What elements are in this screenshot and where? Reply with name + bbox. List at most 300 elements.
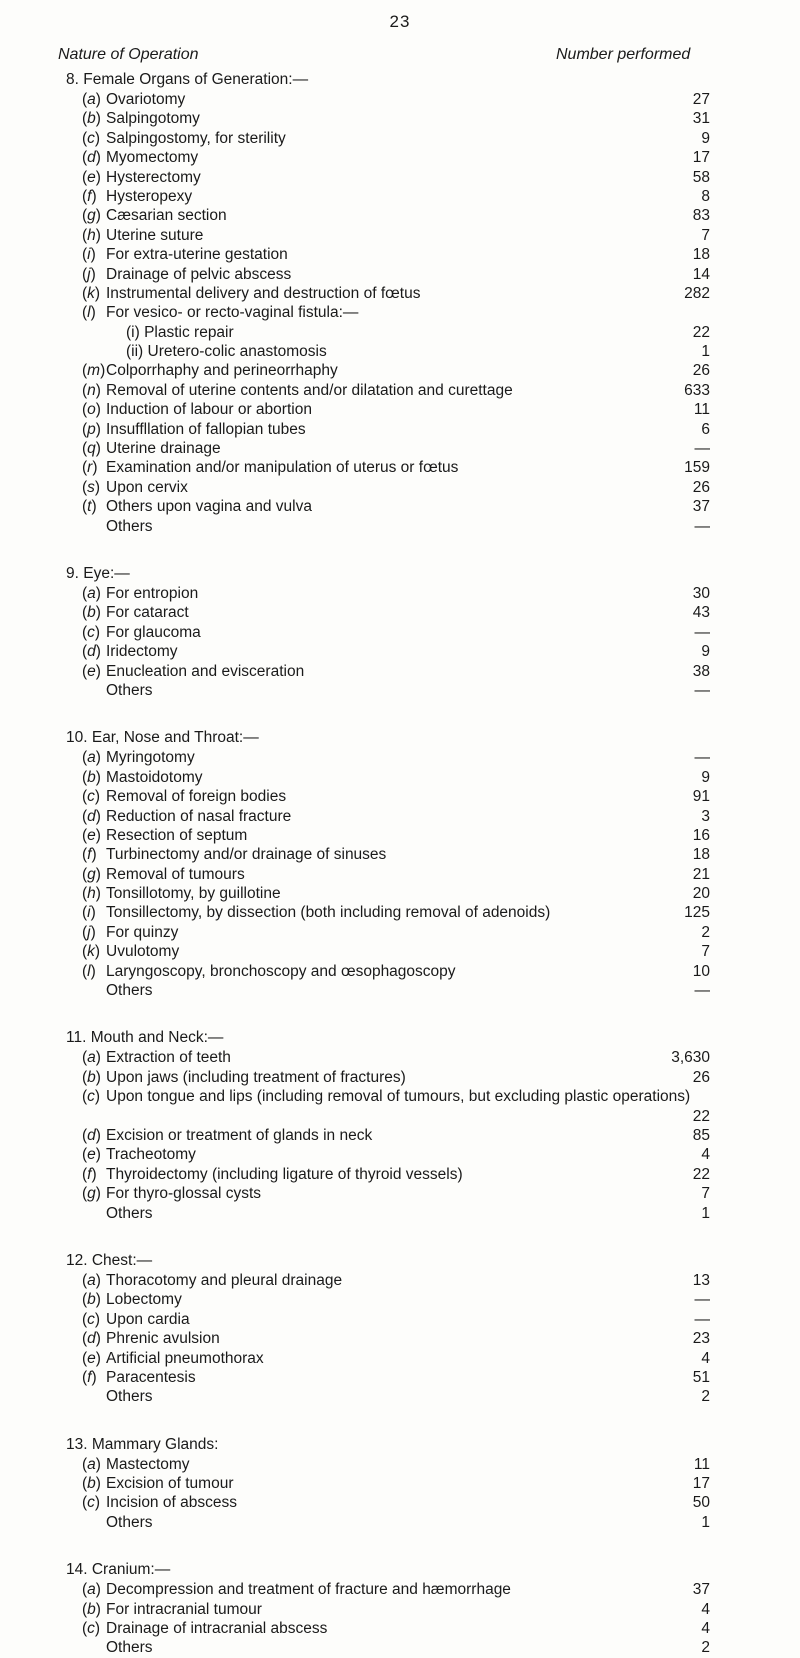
column-header-operation: Nature of Operation	[58, 46, 199, 63]
item-label: (f)	[82, 846, 97, 864]
table-row	[0, 981, 800, 1000]
item-value: 1	[701, 343, 710, 361]
item-text: Phrenic avulsion	[106, 1330, 220, 1348]
item-letter: d	[87, 1330, 96, 1348]
table-row	[0, 1600, 800, 1619]
item-value: 22	[692, 1107, 710, 1125]
item-text: Others upon vagina and vulva	[106, 498, 312, 516]
item-letter: a	[87, 91, 96, 108]
item-value: —	[694, 517, 710, 535]
item-value: —	[694, 1291, 710, 1309]
table-row	[0, 1329, 800, 1348]
item-value: 8	[701, 187, 710, 205]
item-label: (a)	[82, 1455, 101, 1473]
column-header-number: Number performed	[556, 46, 691, 63]
table-row	[0, 1387, 800, 1406]
table-row	[0, 1165, 800, 1184]
item-letter: b	[87, 110, 96, 128]
item-text: Uterine drainage	[106, 440, 221, 458]
item-text: Excision or treatment of glands in neck	[106, 1126, 373, 1144]
item-value: 26	[692, 478, 710, 496]
item-label: (k)	[82, 284, 101, 302]
item-value: 26	[692, 1068, 710, 1086]
item-text: Turbinectomy and/or drainage of sinuses	[106, 846, 387, 864]
item-text: Hysterectomy	[106, 168, 201, 186]
table-row	[0, 1638, 800, 1657]
item-text: Uvulotomy	[106, 943, 180, 961]
table-row	[0, 1087, 800, 1126]
item-value: 31	[692, 110, 710, 128]
table-row	[0, 187, 800, 206]
item-value: 2	[701, 1639, 710, 1657]
item-value: 22	[692, 1165, 710, 1183]
item-value: 9	[701, 129, 710, 147]
item-text: Excision of tumour	[106, 1475, 234, 1493]
item-letter: p	[87, 420, 96, 438]
table-row	[0, 942, 800, 961]
item-value: 50	[692, 1494, 710, 1512]
table-row	[0, 1619, 800, 1638]
item-text: Examination and/or manipulation of uterus or fœtus	[106, 459, 459, 477]
item-text: For thyro-glossal cysts	[106, 1185, 262, 1203]
item-letter: b	[87, 1068, 96, 1086]
item-label: (b)	[82, 1291, 101, 1309]
item-value: 3	[701, 807, 710, 825]
item-letter: d	[87, 1126, 96, 1144]
item-label: (f)	[82, 1368, 97, 1386]
page-number: 23	[389, 12, 411, 31]
item-value: 43	[692, 604, 710, 622]
item-text: Others	[106, 1388, 153, 1406]
item-value: 2	[701, 923, 710, 941]
table-row	[0, 603, 800, 622]
table-row	[0, 1126, 800, 1145]
item-label: (p)	[82, 420, 101, 438]
table-row	[0, 1048, 800, 1067]
item-letter: l	[87, 962, 91, 980]
item-letter: r	[87, 459, 93, 477]
item-letter: g	[87, 207, 96, 225]
item-value: 7	[701, 943, 710, 961]
item-label: (c)	[82, 1088, 101, 1106]
table-row	[0, 381, 800, 400]
table-row	[0, 168, 800, 187]
item-value: 22	[692, 323, 710, 341]
item-letter: f	[87, 1368, 92, 1386]
item-value: 633	[684, 381, 710, 399]
table-row	[0, 662, 800, 681]
item-label: (a)	[82, 1049, 101, 1067]
table-row	[0, 342, 800, 361]
item-letter: d	[87, 643, 96, 661]
item-text: Tracheotomy	[106, 1146, 196, 1164]
item-text: Upon cervix	[106, 478, 188, 496]
item-value: 85	[692, 1126, 710, 1144]
item-label: (c)	[82, 1310, 101, 1328]
table-row	[0, 1455, 800, 1474]
item-label: (i)	[82, 904, 96, 922]
table-row	[0, 400, 800, 419]
item-value: 37	[692, 1581, 710, 1599]
item-letter: j	[87, 923, 91, 941]
item-letter: a	[87, 1271, 96, 1289]
item-label: (o)	[82, 401, 101, 419]
item-label: (a)	[82, 91, 101, 108]
item-label: (c)	[82, 1620, 101, 1638]
item-text: Salpingostomy, for sterility	[106, 129, 286, 147]
item-letter: c	[87, 1088, 95, 1106]
operations-table	[0, 70, 800, 1658]
item-value: 17	[692, 149, 710, 167]
table-row	[0, 323, 800, 342]
table-row	[0, 865, 800, 884]
table-row	[0, 1068, 800, 1087]
table-row	[0, 1271, 800, 1290]
item-letter: f	[87, 1165, 92, 1183]
item-label: (b)	[82, 604, 101, 622]
item-letter: e	[87, 1349, 96, 1367]
item-text: Uterine suture	[106, 226, 204, 244]
table-row	[0, 1204, 800, 1223]
table-row	[0, 1184, 800, 1203]
item-label: (c)	[82, 1494, 101, 1512]
item-letter: k	[87, 284, 95, 302]
section-title: 14. Cranium:—	[66, 1561, 171, 1579]
item-label: (a)	[82, 749, 101, 767]
item-value: 282	[684, 284, 710, 302]
item-value: 16	[692, 826, 710, 844]
item-text: Upon jaws (including treatment of fractures)	[106, 1068, 406, 1086]
item-label: (e)	[82, 168, 101, 186]
table-row	[0, 1310, 800, 1329]
item-text: Instrumental delivery and destruction of fœtus	[106, 284, 421, 302]
item-letter: d	[87, 149, 96, 167]
item-text: Myomectomy	[106, 149, 199, 167]
item-value: 18	[692, 246, 710, 264]
item-text: Insuffllation of fallopian tubes	[106, 420, 306, 438]
item-label: (a)	[82, 1581, 101, 1599]
item-label: (h)	[82, 885, 101, 903]
item-value: 9	[701, 643, 710, 661]
item-letter: a	[87, 1581, 96, 1599]
item-value: 51	[692, 1368, 710, 1386]
item-value: 30	[692, 584, 710, 602]
table-row	[0, 845, 800, 864]
item-value: 7	[701, 1185, 710, 1203]
table-row	[0, 962, 800, 981]
item-text: For quinzy	[106, 923, 179, 941]
section-title: 13. Mammary Glands:	[66, 1435, 219, 1453]
item-letter: d	[87, 807, 96, 825]
table-row	[0, 1513, 800, 1532]
table-row	[0, 748, 800, 767]
item-text: Others	[106, 517, 153, 535]
item-label: (j)	[82, 923, 96, 941]
table-row	[0, 642, 800, 661]
item-text: Others	[106, 1204, 153, 1222]
table-row	[0, 206, 800, 225]
table-row	[0, 148, 800, 167]
item-text: Iridectomy	[106, 643, 178, 661]
item-value: 1	[701, 1513, 710, 1531]
item-value: —	[694, 749, 710, 767]
item-label: (d)	[82, 1126, 101, 1144]
section-gap	[0, 1407, 800, 1435]
item-letter: b	[87, 1291, 96, 1309]
table-row	[0, 517, 800, 536]
table-row	[0, 826, 800, 845]
section-title: 9. Eye:—	[66, 564, 130, 582]
item-text: For entropion	[106, 584, 199, 602]
item-value: 83	[692, 207, 710, 225]
table-row	[0, 1290, 800, 1309]
item-value: 11	[693, 1455, 710, 1473]
item-value: 125	[684, 904, 710, 922]
item-label: (n)	[82, 381, 101, 399]
item-letter: m	[87, 362, 101, 380]
item-letter: e	[87, 1146, 96, 1164]
item-letter: e	[87, 662, 96, 680]
item-letter: f	[87, 187, 92, 205]
item-letter: h	[87, 226, 96, 244]
item-value: 18	[692, 846, 710, 864]
section-gap	[0, 536, 800, 564]
table-row	[0, 245, 800, 264]
item-value: 3,630	[671, 1049, 710, 1067]
item-value: 10	[692, 962, 710, 980]
item-label: (h)	[82, 226, 101, 244]
item-label: (k)	[82, 943, 101, 961]
item-value: 26	[692, 362, 710, 380]
item-text: Others	[106, 982, 153, 1000]
section-title: 11. Mouth and Neck:—	[66, 1029, 224, 1047]
item-value: 91	[692, 788, 710, 806]
item-letter: c	[87, 788, 95, 806]
item-label: (c)	[82, 129, 101, 147]
table-row	[0, 90, 800, 109]
item-text: For glaucoma	[106, 623, 201, 641]
item-text: For intracranial tumour	[106, 1600, 262, 1618]
item-value: —	[694, 982, 710, 1000]
item-text: Incision of abscess	[106, 1494, 237, 1512]
item-text: Removal of tumours	[106, 865, 245, 883]
item-label: (j)	[82, 265, 96, 283]
item-value: 2	[701, 1388, 710, 1406]
item-text: Tonsillotomy, by guillotine	[106, 885, 281, 903]
item-letter: f	[87, 846, 92, 864]
item-value: 58	[692, 168, 710, 186]
item-label: (g)	[82, 1185, 101, 1203]
item-text: Removal of foreign bodies	[106, 788, 287, 806]
item-value: 7	[701, 226, 710, 244]
item-value: 14	[692, 265, 710, 283]
item-letter: i	[87, 246, 91, 264]
item-letter: i	[87, 904, 91, 922]
table-row	[0, 623, 800, 642]
item-label: (s)	[82, 478, 101, 496]
table-row	[0, 497, 800, 516]
section-gap	[0, 1532, 800, 1560]
item-letter: n	[87, 381, 96, 399]
table-row	[0, 923, 800, 942]
item-label: (l)	[82, 304, 96, 322]
item-label: (m)	[82, 362, 106, 380]
section-title: 12. Chest:—	[66, 1251, 153, 1269]
item-label: (d)	[82, 807, 101, 825]
table-row	[0, 681, 800, 700]
item-text: Mastoidotomy	[106, 768, 203, 786]
item-text: Enucleation and evisceration	[106, 662, 305, 680]
table-row	[0, 303, 800, 322]
table-row	[0, 361, 800, 380]
item-label: (t)	[82, 498, 97, 516]
item-text: Reduction of nasal fracture	[106, 807, 292, 825]
table-row	[0, 226, 800, 245]
item-label: (b)	[82, 1068, 101, 1086]
item-letter: a	[87, 584, 96, 602]
item-letter: c	[87, 623, 95, 641]
item-label: (q)	[82, 440, 101, 458]
item-letter: c	[87, 1620, 95, 1638]
item-value: 9	[701, 768, 710, 786]
item-letter: o	[87, 401, 96, 419]
item-text: Drainage of intracranial abscess	[106, 1620, 328, 1638]
table-row	[0, 884, 800, 903]
table-row	[0, 807, 800, 826]
item-label: (e)	[82, 826, 101, 844]
item-label: (f)	[82, 1165, 97, 1183]
table-row	[0, 768, 800, 787]
item-value: —	[694, 681, 710, 699]
item-value: 27	[692, 91, 710, 108]
item-letter: j	[87, 265, 91, 283]
item-text: Resection of septum	[106, 826, 248, 844]
item-label: (e)	[82, 662, 101, 680]
item-label: (l)	[82, 962, 96, 980]
item-text: Hysteropexy	[106, 187, 193, 205]
table-row	[0, 1145, 800, 1164]
item-letter: e	[87, 168, 96, 186]
item-value: 20	[692, 885, 710, 903]
item-letter: h	[87, 885, 96, 903]
item-value: 21	[692, 865, 710, 883]
item-letter: g	[87, 865, 96, 883]
item-value: 4	[701, 1600, 710, 1618]
item-label: (d)	[82, 643, 101, 661]
item-label: (f)	[82, 187, 97, 205]
item-letter: g	[87, 1185, 96, 1203]
item-value: 4	[701, 1620, 710, 1638]
item-letter: b	[87, 768, 96, 786]
table-row	[0, 1474, 800, 1493]
item-text: Myringotomy	[106, 749, 195, 767]
table-row	[0, 584, 800, 603]
item-value: 6	[701, 420, 710, 438]
item-value: 1	[701, 1204, 710, 1222]
item-value: —	[694, 1310, 710, 1328]
table-row	[0, 284, 800, 303]
item-letter: b	[87, 1600, 96, 1618]
item-letter: l	[87, 304, 91, 322]
item-text: Mastectomy	[106, 1455, 190, 1473]
item-text: Upon cardia	[106, 1310, 190, 1328]
table-row	[0, 787, 800, 806]
section-gap	[0, 1223, 800, 1251]
item-label: (e)	[82, 1349, 101, 1367]
item-text: For vesico- or recto-vaginal fistula:—	[106, 304, 359, 322]
item-text: Paracentesis	[106, 1368, 196, 1386]
item-label: (c)	[82, 623, 101, 641]
item-label: (a)	[82, 1271, 101, 1289]
section-title: 10. Ear, Nose and Throat:—	[66, 729, 259, 747]
section-title: 8. Female Organs of Generation:—	[66, 71, 309, 88]
item-text: For extra-uterine gestation	[106, 246, 288, 264]
table-row	[0, 1368, 800, 1387]
item-letter: s	[87, 478, 95, 496]
item-value: 4	[701, 1146, 710, 1164]
item-label: (i)	[82, 246, 96, 264]
table-row	[0, 478, 800, 497]
table-row	[0, 420, 800, 439]
item-text: Laryngoscopy, bronchoscopy and œsophagoscopy	[106, 962, 456, 980]
item-text: Thoracotomy and pleural drainage	[106, 1271, 343, 1289]
table-row	[0, 265, 800, 284]
item-text: Ovariotomy	[106, 91, 186, 108]
table-row	[0, 1493, 800, 1512]
item-label: (a)	[82, 584, 101, 602]
item-letter: c	[87, 1494, 95, 1512]
table-row	[0, 1349, 800, 1368]
item-text: For cataract	[106, 604, 189, 622]
item-label: (b)	[82, 1600, 101, 1618]
item-letter: q	[87, 440, 96, 458]
item-text: Upon tongue and lips (including removal of tumours, but excluding plastic operations)	[106, 1088, 691, 1106]
table-row	[0, 1580, 800, 1599]
item-label: (b)	[82, 1475, 101, 1493]
item-letter: b	[87, 1475, 96, 1493]
item-text: Cæsarian section	[106, 207, 227, 225]
item-text: Extraction of teeth	[106, 1049, 231, 1067]
item-value: 37	[692, 498, 710, 516]
item-letter: a	[87, 749, 96, 767]
item-letter: b	[87, 604, 96, 622]
item-value: 11	[693, 401, 710, 419]
item-text: Thyroidectomy (including ligature of thyroid vessels)	[106, 1165, 463, 1183]
item-text: Drainage of pelvic abscess	[106, 265, 292, 283]
item-letter: t	[87, 498, 92, 516]
item-text: (ii) Uretero-colic anastomosis	[126, 343, 327, 361]
item-label: (d)	[82, 1330, 101, 1348]
item-label: (b)	[82, 768, 101, 786]
table-row	[0, 109, 800, 128]
item-value: 159	[684, 459, 710, 477]
item-value: 38	[692, 662, 710, 680]
item-label: (e)	[82, 1146, 101, 1164]
item-label: (d)	[82, 149, 101, 167]
item-label: (c)	[82, 788, 101, 806]
item-text: Decompression and treatment of fracture and hæmorrhage	[106, 1581, 511, 1599]
item-text: Others	[106, 681, 153, 699]
item-value: 4	[701, 1349, 710, 1367]
section-gap	[0, 1000, 800, 1028]
item-text: Induction of labour or abortion	[106, 401, 312, 419]
item-text: Removal of uterine contents and/or dilatation and curettage	[106, 381, 513, 399]
section-gap	[0, 700, 800, 728]
item-label: (r)	[82, 459, 98, 477]
item-value: 23	[692, 1330, 710, 1348]
table-row	[0, 458, 800, 477]
item-text: Artificial pneumothorax	[106, 1349, 264, 1367]
